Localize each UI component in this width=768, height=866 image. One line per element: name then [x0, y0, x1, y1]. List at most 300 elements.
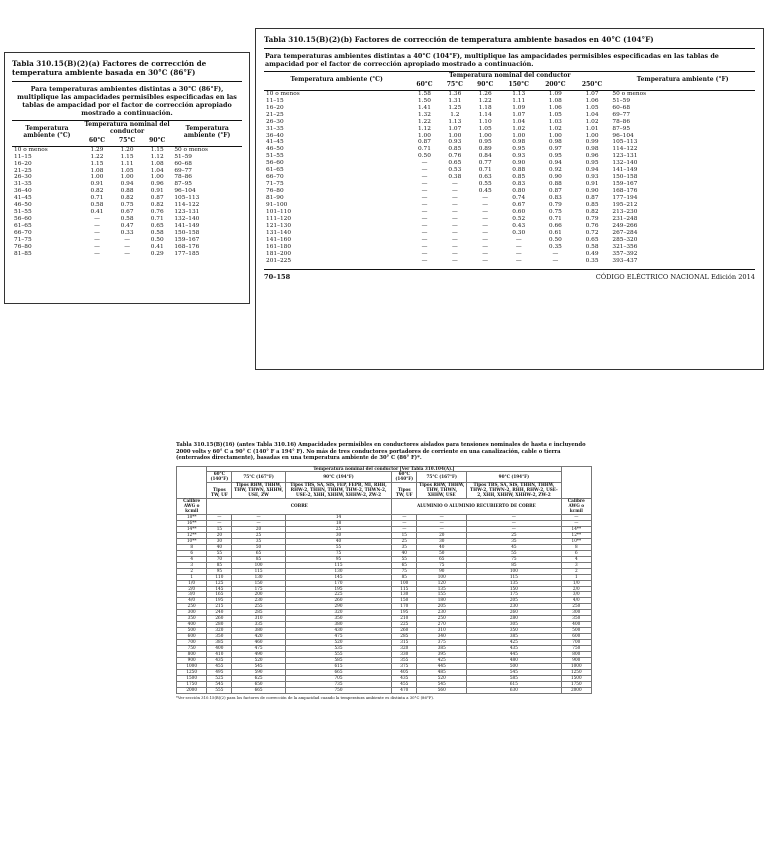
table-cell: 1.00: [512, 132, 526, 139]
table-cell: 3/0: [177, 592, 207, 598]
table-cell: 260: [467, 610, 561, 616]
col-header-temp: 60°C (140°F): [207, 472, 232, 483]
table-cell: 135: [467, 580, 561, 586]
table-cell: 0.96: [585, 153, 599, 160]
table-cell: 205: [417, 604, 467, 610]
table-cell: 0.60: [512, 208, 526, 215]
table-cell: 750: [285, 687, 392, 693]
table-cell: 50: [232, 544, 285, 550]
table-cell: 0.91: [150, 188, 164, 195]
table-cell: —: [421, 236, 428, 243]
table-cell: 385: [207, 640, 232, 646]
table-cell: 87–95: [612, 125, 631, 132]
table-cell: 4: [561, 556, 591, 562]
table-cell: 30: [285, 532, 392, 538]
table-cell: 1.05: [548, 111, 562, 118]
table-cell: 30: [417, 538, 467, 544]
table-cell: 20: [232, 526, 285, 532]
table-row: [177, 687, 592, 693]
table-cell: 665: [232, 687, 285, 693]
table-cell: 35: [467, 538, 561, 544]
table-cell: 260: [285, 598, 392, 604]
table-cell: 200: [232, 592, 285, 598]
table-cell: 600: [177, 634, 207, 640]
table-cell: 0.50: [150, 237, 164, 244]
table-cell: 0.58: [150, 230, 164, 237]
table-cell: 177–194: [612, 195, 638, 202]
table-cell: 41–45: [14, 195, 32, 202]
col-header-blank-right: [561, 466, 591, 499]
table-cell: —: [467, 526, 561, 532]
table-cell: 600: [561, 634, 591, 640]
table-cell: 445: [417, 663, 467, 669]
table-cell: 26–30: [266, 118, 284, 125]
table-310-15-b-16: [174, 438, 594, 866]
table-cell: 1.22: [478, 97, 492, 104]
table-cell: 310: [232, 616, 285, 622]
table-row: [264, 258, 755, 265]
table-cell: 16–20: [14, 160, 32, 167]
table-cell: 0.94: [585, 167, 599, 174]
table-cell: 0.83: [512, 181, 526, 188]
table-cell: —: [124, 237, 130, 244]
table-cell: —: [417, 521, 467, 527]
table-cell: 335: [232, 622, 285, 628]
table-cell: 0.88: [120, 188, 134, 195]
table-cell: 0.98: [512, 139, 526, 146]
table-cell: 0.96: [150, 181, 164, 188]
table-cell: —: [94, 250, 100, 257]
table-cell: 150: [392, 598, 417, 604]
table-cell: 25: [467, 532, 561, 538]
table-cell: 45: [467, 544, 561, 550]
table-cell: 3: [561, 562, 591, 568]
table-cell: 1.02: [548, 125, 562, 132]
table-cell: 300: [177, 610, 207, 616]
table-body: [264, 90, 755, 264]
table-cell: 545: [207, 681, 232, 687]
table-cell: 0.75: [120, 202, 134, 209]
table-cell: 260: [207, 616, 232, 622]
table-cell: 11–15: [14, 153, 32, 160]
table-cell: 1.03: [548, 118, 562, 125]
table-cell: 55: [285, 544, 392, 550]
table-cell: 100: [467, 568, 561, 574]
table-cell: 630: [467, 687, 561, 693]
table-cell: 170: [285, 580, 392, 586]
table-cell: 20: [207, 532, 232, 538]
table-cell: 0.98: [548, 139, 562, 146]
table-cell: —: [392, 521, 417, 527]
table-cell: 0.76: [585, 222, 599, 229]
table-cell: 615: [467, 681, 561, 687]
table-cell: 0.45: [478, 188, 492, 195]
table-cell: 1.14: [478, 111, 492, 118]
table-cell: 625: [232, 675, 285, 681]
table-cell: 1.20: [120, 146, 134, 153]
table-cell: 85: [392, 574, 417, 580]
table-cell: 0.82: [585, 208, 599, 215]
table-cell: 750: [561, 646, 591, 652]
table-cell: 1.12: [150, 153, 164, 160]
table-cell: 0.82: [120, 195, 134, 202]
table-row: [264, 244, 755, 251]
table-cell: 2000: [561, 687, 591, 693]
table-cell: 0.79: [585, 215, 599, 222]
table-row: [264, 188, 755, 195]
table-cell: 96–104: [174, 188, 196, 195]
col-header-temp: 90°C (194°F): [285, 472, 392, 483]
table-cell: 250: [177, 604, 207, 610]
table-cell: 650: [232, 681, 285, 687]
table-cell: 81–90: [266, 195, 284, 202]
table-cell: 445: [467, 652, 561, 658]
table-cell: 1.11: [120, 160, 134, 167]
table-cell: 310: [417, 628, 467, 634]
table-cell: 705: [285, 675, 392, 681]
table-cell: 55: [207, 550, 232, 556]
table-cell: 3/0: [561, 592, 591, 598]
table-cell: —: [392, 515, 417, 521]
col-header-size: Calibre AWG o kcmil: [561, 499, 591, 515]
table-cell: 545: [417, 681, 467, 687]
table-row: [12, 188, 242, 195]
table-cell: 0.95: [548, 153, 562, 160]
table-cell: 0.38: [448, 174, 462, 181]
table-cell: 50 o menos: [174, 146, 208, 153]
table-row: [12, 223, 242, 230]
table-row: [264, 139, 755, 146]
table-cell: 0.35: [548, 243, 562, 250]
table-cell: 405: [392, 669, 417, 675]
table-cell: 15: [207, 526, 232, 532]
table-cell: —: [561, 521, 591, 527]
table-cell: —: [421, 188, 428, 195]
col-header-250c: 250°C: [574, 81, 611, 90]
table-cell: 30: [207, 538, 232, 544]
table-cell: 305: [467, 622, 561, 628]
table-cell: 525: [207, 675, 232, 681]
table-cell: —: [482, 250, 489, 257]
table-cell: 35: [232, 538, 285, 544]
table-cell: —: [421, 215, 428, 222]
table-cell: 2: [177, 568, 207, 574]
col-header-ambient-f: Temperatura ambiente (°F): [610, 72, 755, 90]
table-cell: —: [451, 181, 458, 188]
table-cell: 0.91: [585, 181, 599, 188]
table-row: [12, 209, 242, 216]
table-cell: —: [482, 208, 489, 215]
table-cell: 0.71: [150, 216, 164, 223]
col-header-ambient-c: Temperatura ambiente (°C): [12, 121, 82, 146]
col-header-nominal: Temperatura nominal del conductor: [449, 72, 571, 79]
table-cell: 31–35: [14, 181, 32, 188]
table-cell: 4: [177, 556, 207, 562]
table-cell: 555: [285, 652, 392, 658]
table-cell: 321–356: [612, 243, 638, 250]
table-cell: 1: [561, 574, 591, 580]
col-header-size: Calibre AWG o kcmil: [177, 499, 207, 515]
table-cell: 105–113: [174, 195, 200, 202]
table-cell: 0.82: [150, 202, 164, 209]
table-cell: 0.47: [120, 223, 134, 230]
col-header-ambient-f: Temperatura ambiente (°F): [172, 121, 242, 146]
table-cell: 177–185: [174, 250, 200, 257]
table-cell: 0.35: [585, 257, 599, 264]
table-cell: 0.93: [448, 139, 462, 146]
table-cell: 0.84: [478, 153, 492, 160]
table-cell: 16**: [177, 521, 207, 527]
table-cell: 800: [561, 652, 591, 658]
table-cell: 400: [207, 646, 232, 652]
table-cell: 115: [392, 586, 417, 592]
table-cell: 395: [417, 652, 467, 658]
table-cell: 213–230: [612, 208, 638, 215]
table-cell: 435: [467, 646, 561, 652]
table-cell: 205: [467, 598, 561, 604]
table-cell: 75: [417, 562, 467, 568]
table-cell: 145: [285, 574, 392, 580]
table-cell: 36–40: [266, 132, 284, 139]
table-cell: 1.2: [450, 111, 460, 118]
table-cell: 115: [232, 568, 285, 574]
table-cell: 231–248: [612, 215, 638, 222]
table-cell: —: [421, 243, 428, 250]
table-cell: 78–86: [612, 118, 631, 125]
table-cell: 130: [392, 592, 417, 598]
table-cell: 95: [285, 556, 392, 562]
table-row: [12, 174, 242, 181]
table-cell: 225: [285, 592, 392, 598]
table-cell: 545: [232, 663, 285, 669]
table-cell: 10**: [561, 538, 591, 544]
table-cell: 25: [232, 532, 285, 538]
table-cell: —: [451, 236, 458, 243]
table-cell: 1.04: [585, 111, 599, 118]
table-body: [12, 146, 242, 258]
table-cell: 900: [561, 657, 591, 663]
table-note: *Ver sección 310.15(B)(2) para los factores de corrección de la ampacidad cuando la temperatura ambiente es distinta a 30°C (86°F).: [176, 694, 435, 700]
table-cell: 71–75: [14, 237, 32, 244]
table-cell: 0.52: [512, 215, 526, 222]
table-cell: 1250: [561, 669, 591, 675]
table-cell: 280: [467, 616, 561, 622]
table-row: [12, 146, 242, 153]
table-cell: 0.93: [512, 153, 526, 160]
table-cell: 0.94: [548, 160, 562, 167]
table-cell: 1000: [177, 663, 207, 669]
table-cell: 0.89: [478, 146, 492, 153]
table-cell: 165: [207, 592, 232, 598]
table-cell: 0.29: [150, 250, 164, 257]
table-cell: 460: [232, 640, 285, 646]
table-cell: 31–35: [266, 125, 284, 132]
table-cell: 90: [417, 568, 467, 574]
table-cell: 1.00: [90, 174, 104, 181]
table-cell: 35: [392, 544, 417, 550]
table-cell: —: [451, 215, 458, 222]
table-cell: 0.65: [150, 223, 164, 230]
table-cell: —: [482, 236, 489, 243]
table-cell: 6: [177, 550, 207, 556]
table-cell: —: [515, 236, 522, 243]
table-cell: 150: [232, 580, 285, 586]
table-cell: 81–85: [14, 250, 32, 257]
table-cell: 150–158: [174, 230, 200, 237]
table-cell: 1.15: [120, 153, 134, 160]
table-cell: 0.76: [448, 153, 462, 160]
table-cell: —: [451, 243, 458, 250]
table-cell: 340: [417, 634, 467, 640]
table-cell: 141–160: [266, 236, 292, 243]
table-cell: 0.30: [512, 229, 526, 236]
table-cell: 700: [177, 640, 207, 646]
table-cell: 455: [392, 681, 417, 687]
table-cell: 1.50: [418, 97, 431, 104]
correction-table-30c: [12, 121, 242, 258]
table-cell: 0.87: [150, 195, 164, 202]
table-cell: 0.99: [585, 139, 599, 146]
table-cell: —: [482, 195, 489, 202]
table-cell: —: [207, 521, 232, 527]
table-310-15-b-2-a: [4, 52, 250, 304]
table-cell: 0.82: [90, 188, 104, 195]
table-cell: —: [421, 195, 428, 202]
table-cell: 132–140: [612, 160, 638, 167]
table-cell: —: [451, 202, 458, 209]
table-cell: —: [232, 515, 285, 521]
table-cell: 21–25: [14, 167, 32, 174]
table-cell: 123–131: [174, 209, 200, 216]
table-cell: 0.76: [150, 209, 164, 216]
table-cell: 46–50: [266, 146, 284, 153]
table-cell: 750: [177, 646, 207, 652]
table-cell: 0.88: [512, 167, 526, 174]
table-cell: 615: [285, 663, 392, 669]
table-cell: 66–70: [14, 230, 32, 237]
table-row: [12, 181, 242, 188]
table-cell: —: [421, 202, 428, 209]
table-cell: 25: [392, 538, 417, 544]
table-cell: 355: [392, 657, 417, 663]
col-header-blank-left: [177, 466, 207, 499]
col-header-60c: 60°C: [82, 137, 112, 146]
table-cell: —: [94, 216, 100, 223]
table-cell: 230: [467, 604, 561, 610]
table-cell: 56–60: [266, 160, 284, 167]
table-cell: 900: [177, 657, 207, 663]
table-cell: 0.67: [512, 202, 526, 209]
table-cell: 0.55: [478, 181, 492, 188]
table-cell: —: [94, 237, 100, 244]
table-cell: 50: [417, 550, 467, 556]
table-cell: 1.02: [512, 125, 526, 132]
table-row: [264, 181, 755, 188]
table-cell: 66–70: [266, 174, 284, 181]
table-cell: 15: [392, 532, 417, 538]
table-cell: —: [421, 208, 428, 215]
table-cell: 105–113: [612, 139, 638, 146]
col-header-temp: 75°C (167°F): [232, 472, 285, 483]
table-cell: —: [421, 250, 428, 257]
table-cell: —: [94, 230, 100, 237]
table-cell: 1.07: [512, 111, 526, 118]
table-cell: —: [467, 515, 561, 521]
table-title: Tabla 310.15(B)(2)(b) Factores de corrección de temperatura ambiente basados en 40°C (104°F): [264, 35, 654, 44]
col-header-150c: 150°C: [500, 81, 537, 90]
table-cell: 51–55: [14, 209, 32, 216]
table-row: [264, 119, 755, 126]
table-cell: —: [451, 229, 458, 236]
table-cell: 141–149: [612, 167, 638, 174]
table-cell: 1.08: [90, 167, 104, 174]
table-cell: 180: [417, 598, 467, 604]
table-cell: 250: [561, 604, 591, 610]
table-row: [12, 244, 242, 251]
col-header-90c: 90°C: [142, 137, 172, 146]
table-cell: 85: [467, 562, 561, 568]
table-cell: 1.00: [448, 132, 462, 139]
col-header-60c: 60°C: [409, 81, 439, 90]
table-cell: 485: [417, 669, 467, 675]
table-cell: 350: [207, 634, 232, 640]
table-cell: 0.85: [585, 202, 599, 209]
table-cell: —: [482, 215, 489, 222]
table-310-15-b-2-b: [255, 28, 764, 370]
table-cell: 123–131: [612, 153, 638, 160]
table-cell: 0.75: [548, 208, 562, 215]
table-cell: 78–86: [174, 174, 192, 181]
table-cell: 6: [561, 550, 591, 556]
table-cell: 75: [285, 550, 392, 556]
table-cell: 4/0: [561, 598, 591, 604]
col-header-temp: 75°C (167°F): [417, 472, 467, 483]
table-cell: 55: [392, 556, 417, 562]
table-cell: —: [421, 229, 428, 236]
table-cell: —: [417, 515, 467, 521]
table-cell: 500: [561, 628, 591, 634]
table-cell: 0.91: [90, 181, 104, 188]
table-cell: —: [232, 521, 285, 527]
col-header-nominal: Temperatura nominal del conductor: [84, 121, 170, 135]
table-cell: 555: [207, 687, 232, 693]
table-cell: 150: [467, 586, 561, 592]
table-cell: 1.00: [120, 174, 134, 181]
table-cell: 1.06: [548, 104, 562, 111]
table-intro: Para temperaturas ambientes distintas a 30°C (86°F), multiplique las ampacidades permisibles especificadas en las tablas de ampacidad por el factor de corrección apropiado mostrado a continuación.: [12, 81, 242, 121]
table-row: [12, 161, 242, 168]
table-cell: 0.67: [120, 209, 134, 216]
table-cell: 25: [285, 526, 392, 532]
table-cell: 249–266: [612, 222, 638, 229]
table-row: [264, 223, 755, 230]
table-cell: 50 o menos: [612, 90, 647, 97]
table-cell: 195: [207, 598, 232, 604]
table-cell: 0.58: [585, 243, 599, 250]
col-header-75c: 75°C: [112, 137, 142, 146]
table-cell: 1750: [177, 681, 207, 687]
table-cell: —: [421, 160, 428, 167]
col-header-90c: 90°C: [470, 81, 500, 90]
table-cell: 101–110: [266, 208, 292, 215]
table-cell: 55: [467, 550, 561, 556]
table-cell: 159–167: [174, 237, 200, 244]
table-cell: 1.10: [478, 118, 492, 125]
table-cell: —: [421, 167, 428, 174]
table-cell: 12**: [561, 532, 591, 538]
table-cell: 14**: [177, 526, 207, 532]
table-cell: 1.15: [90, 160, 104, 167]
